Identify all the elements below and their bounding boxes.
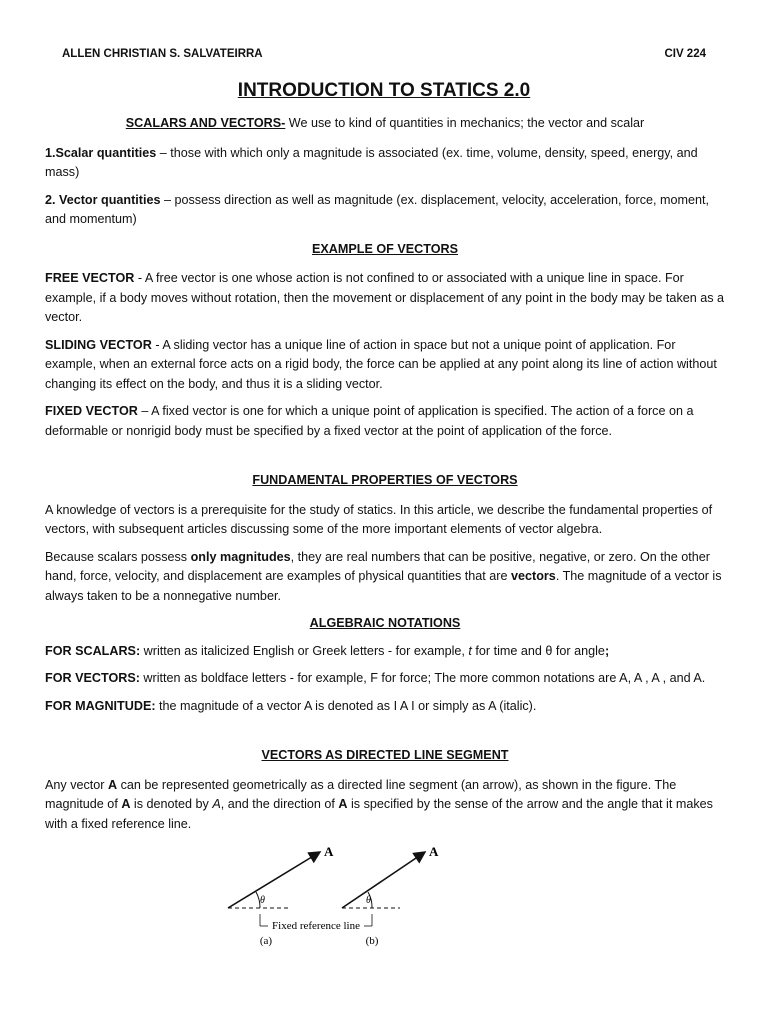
text-span: is denoted by bbox=[130, 797, 213, 811]
examples-heading: EXAMPLE OF VECTORS bbox=[311, 241, 458, 256]
text-span: is specified by the sense of the arrow and the angle that it makes with a fixed reference line. bbox=[45, 797, 713, 831]
free-vector-label: FREE VECTOR bbox=[45, 271, 135, 285]
bold-span: A bbox=[338, 797, 348, 811]
directed-paragraph bbox=[45, 776, 725, 835]
text-span: for time and θ for angle bbox=[471, 643, 605, 658]
scalar-quantities-text: – those with which only a magnitude is associated (ex. time, volume, density, speed, energy, and mass) bbox=[45, 145, 698, 179]
scalar-quantities-paragraph bbox=[45, 144, 725, 183]
theta-label-b: θ bbox=[366, 895, 371, 906]
vector-quantities-text: – possess direction as well as magnitude (ex. displacement, velocity, acceleration, force, moment, and momentum) bbox=[45, 192, 710, 226]
fundamental-heading: FUNDAMENTAL PROPERTIES OF VECTORS bbox=[252, 473, 518, 487]
algebraic-heading: ALGEBRAIC NOTATIONS bbox=[309, 616, 461, 630]
vector-arrow-a bbox=[228, 852, 320, 908]
free-vector-text: - A free vector is one whose action is not confined to or associated with a unique line in space. For example, if a body moves without rotation, then the movement or displacement of any point in the body may be taken as a vector. bbox=[45, 271, 725, 324]
bold-span: A bbox=[108, 777, 118, 792]
bold-span: A bbox=[121, 797, 131, 811]
for-magnitude-paragraph bbox=[45, 697, 725, 717]
vector-diagram bbox=[220, 840, 460, 952]
for-vectors-label: FOR VECTORS: bbox=[45, 671, 140, 685]
vector-label-a: A bbox=[324, 844, 334, 859]
fundamental-paragraph-2 bbox=[45, 548, 725, 607]
for-scalars-paragraph bbox=[45, 642, 725, 662]
for-magnitude-label: FOR MAGNITUDE: bbox=[45, 698, 156, 713]
fundamental-paragraph-1: A knowledge of vectors is a prerequisite for the study of statics. In this article, we describe the fundamental properties of vectors, with subsequent articles discussing some of the more important elements of vector algebra. bbox=[45, 502, 713, 536]
vector-label-b: A bbox=[429, 844, 439, 859]
caption-a: (a) bbox=[259, 935, 273, 947]
text-span: written as italicized English or Greek letters - for example, bbox=[140, 643, 469, 658]
for-vectors-text: written as boldface letters - for example, F for force; The more common notations are A, A , A , and A. bbox=[139, 671, 706, 685]
fixed-vector-paragraph bbox=[45, 402, 725, 441]
bold-span: only magnitudes bbox=[190, 549, 291, 564]
bold-span: ; bbox=[604, 643, 610, 658]
vector-quantities-paragraph bbox=[45, 191, 725, 230]
italic-span: t bbox=[468, 643, 472, 658]
intro-paragraph bbox=[45, 114, 725, 134]
intro-heading: SCALARS AND VECTORS- bbox=[125, 116, 286, 130]
document-body bbox=[45, 114, 725, 834]
text-span: can be represented geometrically as a directed line segment (an arrow), as shown in the figure. The magnitude of bbox=[45, 777, 677, 811]
text-span: , they are real numbers that can be positive, negative, or zero. On the other hand, force, velocity, and displacement are examples of physical quantities that are bbox=[45, 549, 710, 583]
reference-line-label: Fixed reference line bbox=[272, 920, 360, 932]
sliding-vector-label: SLIDING VECTOR bbox=[45, 337, 152, 352]
intro-text: We use to kind of quantities in mechanics; the vector and scalar bbox=[285, 116, 645, 130]
vector-arrow-b bbox=[342, 852, 425, 908]
caption-b: (b) bbox=[365, 935, 379, 947]
scalar-quantities-label: 1.Scalar quantities bbox=[45, 145, 157, 160]
course-code: CIV 224 bbox=[664, 48, 706, 60]
text-span: . The magnitude of a vector is always taken to be a nonnegative number. bbox=[45, 569, 722, 603]
vector-figure bbox=[220, 840, 460, 952]
bold-span: vectors bbox=[511, 569, 556, 583]
for-magnitude-text: the magnitude of a vector A is denoted as I A I or simply as A (italic). bbox=[155, 698, 537, 713]
fixed-vector-label: FIXED VECTOR bbox=[45, 404, 138, 418]
text-span: , and the direction of bbox=[220, 797, 339, 811]
document-header bbox=[62, 48, 706, 66]
theta-label-a: θ bbox=[260, 895, 265, 906]
text-span: Because scalars possess bbox=[45, 549, 191, 564]
vector-quantities-label: 2. Vector quantities bbox=[45, 192, 161, 207]
sliding-vector-paragraph bbox=[45, 336, 725, 395]
author-name: ALLEN CHRISTIAN S. SALVATEIRRA bbox=[62, 48, 263, 60]
for-vectors-paragraph bbox=[45, 669, 725, 689]
italic-span: A bbox=[212, 797, 221, 811]
text-span: Any vector bbox=[45, 777, 108, 792]
sliding-vector-text: - A sliding vector has a unique line of action in space but not a unique point of application. For example, when an external force acts on a rigid body, the force can be applied at any point along its line of action without changing its effect on the body, and thus it is a sliding vector. bbox=[45, 337, 717, 391]
for-scalars-label: FOR SCALARS: bbox=[45, 643, 141, 658]
free-vector-paragraph bbox=[45, 269, 725, 328]
document-title: INTRODUCTION TO STATICS 2.0 bbox=[237, 80, 531, 101]
fixed-vector-text: – A fixed vector is one for which a unique point of application is specified. The action of a force on a deformable or nonrigid body must be specified by a fixed vector at the point of application of the force. bbox=[45, 404, 694, 438]
directed-heading: VECTORS AS DIRECTED LINE SEGMENT bbox=[261, 748, 509, 762]
